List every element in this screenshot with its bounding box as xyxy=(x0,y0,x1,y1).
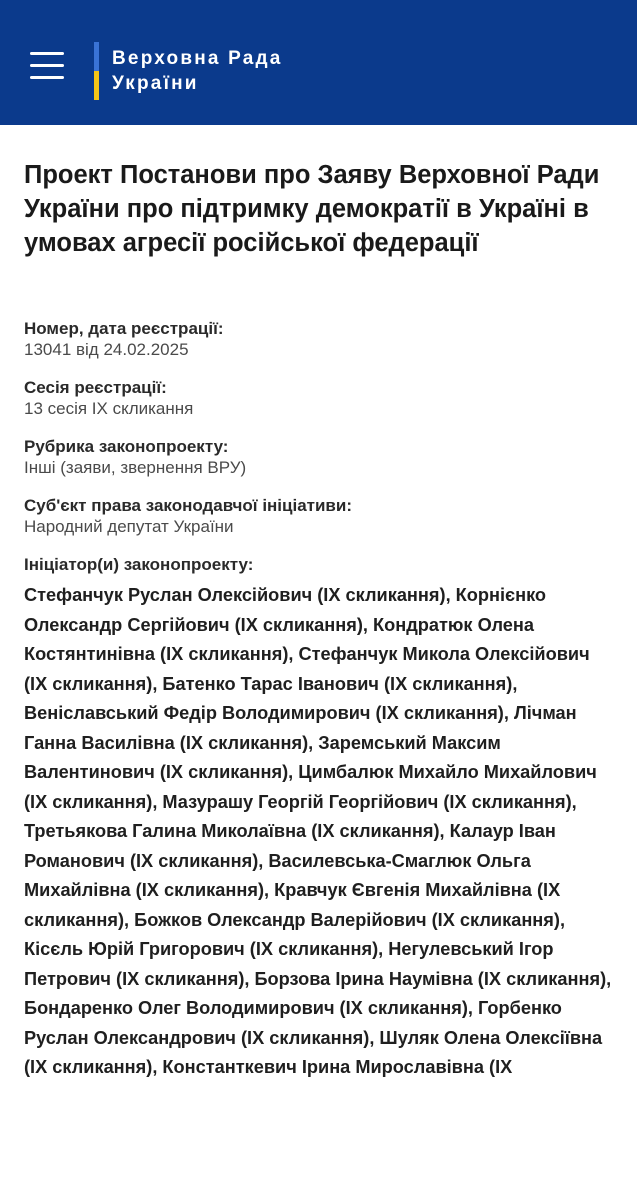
field-label: Сесія реєстрації: xyxy=(24,378,167,397)
field-value: Народний депутат України xyxy=(24,517,234,536)
hamburger-menu-icon[interactable] xyxy=(30,50,64,80)
main-content xyxy=(0,158,637,1083)
menu-line xyxy=(30,52,64,55)
flag-bar-icon xyxy=(94,42,99,100)
menu-line xyxy=(30,76,64,79)
initiators-label: Ініціатор(и) законопроекту: xyxy=(24,555,254,574)
field-value: 13041 від 24.02.2025 xyxy=(24,340,189,359)
page-title: Проект Постанови про Заяву Верховної Ради України про підтримку демократії в Україні в умовах агресії російської федерації xyxy=(24,161,600,257)
field-rubric xyxy=(24,436,613,478)
logo-text xyxy=(112,46,283,96)
flag-blue xyxy=(94,42,99,71)
logo-line-2: України xyxy=(112,73,199,94)
field-label: Номер, дата реєстрації: xyxy=(24,319,224,338)
field-session xyxy=(24,377,613,419)
field-label: Суб'єкт права законодавчої ініціативи: xyxy=(24,496,352,515)
field-subject xyxy=(24,495,613,537)
flag-yellow xyxy=(94,71,99,100)
initiators-list: Стефанчук Руслан Олексійович (IX скликання), Корнієнко Олександр Сергійович (IX скликання), Кондратюк Олена Костянтинівна (IX скликання), Стефанчук Микола Олексійович (IX скликання), Батенко Тарас Іванович (IX скликання), Веніславський Федір Володимирович (IX скликання), Лічман Ганна Василівна (IX скликання), Заремський Максим Валентинович (IX скликання), Цимбалюк Михайло Михайлович (IX скликання), Мазурашу Георгій Георгійович (IX скликання), Третьякова Галина Миколаївна (IX скликання), Калаур Іван Романович (IX скликання), Василевська-Смаглюк Ольга Михайлівна (IX скликання), Кравчук Євгенія Михайлівна (IX скликання), Божков Олександр Валерійович (IX скликання), Кісєль Юрій Григорович (IX скликання), Негулевський Ігор Петрович (IX скликання), Борзова Ірина Наумівна (IX скликання), Бондаренко Олег Володимирович (IX скликання), Горбенко Руслан Олександрович (IX скликання), Шуляк Олена Олексіївна (IX скликання), Константкевич Ірина Мирославівна (IX xyxy=(24,585,612,1077)
document-fields xyxy=(24,318,613,1083)
field-initiators xyxy=(24,554,613,1083)
site-header xyxy=(0,0,637,125)
logo-line-1: Верховна Рада xyxy=(112,48,283,69)
menu-line xyxy=(30,64,64,67)
field-value: 13 сесія IX скликання xyxy=(24,399,194,418)
field-registration xyxy=(24,318,613,360)
field-value: Інші (заяви, звернення ВРУ) xyxy=(24,458,247,477)
field-label: Рубрика законопроекту: xyxy=(24,437,229,456)
